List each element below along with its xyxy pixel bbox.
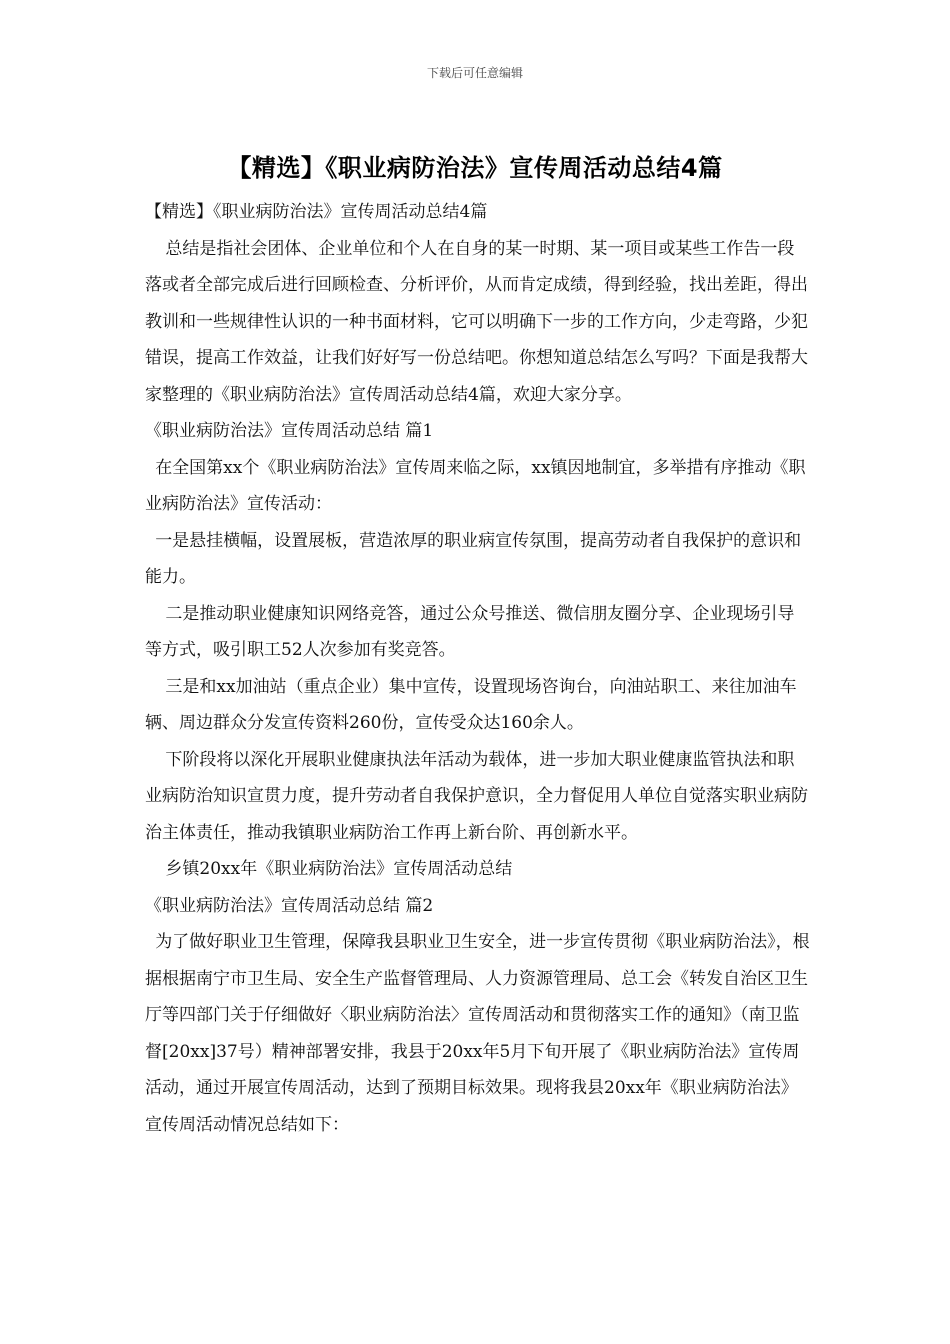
body-paragraph: 在全国第xx个《职业病防治法》宣传周来临之际，xx镇因地制宜，多举措有序推动《职业病防治法》宣传活动： (145, 457, 806, 514)
body-paragraph: 一是悬挂横幅，设置展板，营造浓厚的职业病宣传氛围，提高劳动者自我保护的意识和能力。 (145, 530, 802, 587)
document-body (145, 194, 810, 1143)
signature-line: 乡镇20xx年《职业病防治法》宣传周活动总结 (165, 859, 513, 879)
body-paragraph: 下阶段将以深化开展职业健康执法年活动为载体，进一步加大职业健康监管执法和职业病防治知识宣贯力度，提升劳动者自我保护意识，全力督促用人单位自觉落实职业病防治主体责任，推动我镇职业病防治工作再上新台阶、再创新水平。 (145, 749, 808, 843)
section-heading-1: 《职业病防治法》宣传周活动总结 篇1 (145, 421, 434, 441)
header-note: 下载后可任意编辑 (426, 66, 523, 80)
document-title: 【精选】《职业病防治法》宣传周活动总结4篇 (227, 154, 723, 182)
subtitle-paragraph: 【精选】《职业病防治法》宣传周活动总结4篇 (145, 202, 488, 222)
section-heading-2: 《职业病防治法》宣传周活动总结 篇2 (145, 895, 434, 916)
intro-paragraph: 总结是指社会团体、企业单位和个人在自身的某一时期、某一项目或某些工作告一段落或者全部完成后进行回顾检查、分析评价，从而肯定成绩，得到经验，找出差距，得出教训和一些规律性认识的一种书面材料，它可以明确下一步的工作方向，少走弯路，少犯错误，提高工作效益，让我们好好写一份总结吧。你想知道总结怎么写吗？下面是我帮大家整理的《职业病防治法》宣传周活动总结4篇，欢迎大家分享。 (145, 238, 808, 405)
body-paragraph: 为了做好职业卫生管理，保障我县职业卫生安全，进一步宣传贯彻《职业病防治法》，根据根据南宁市卫生局、安全生产监督管理局、人力资源管理局、总工会《转发自治区卫生厅等四部门关于仔细做好〈职业病防治法〉宣传周活动和贯彻落实工作的通知》（南卫监督[20xx]37号）精神部署安排，我县于20xx年5月下旬开展了《职业病防治法》宣传周活动，通过开展宣传周活动，达到了预期目标效果。现将我县20xx年《职业病防治法》宣传周活动情况总结如下： (145, 932, 810, 1135)
body-paragraph: 二是推动职业健康知识网络竞答，通过公众号推送、微信朋友圈分享、企业现场引导等方式，吸引职工52人次参加有奖竞答。 (145, 603, 795, 660)
body-paragraph: 三是和xx加油站（重点企业）集中宣传，设置现场咨询台，向油站职工、来往加油车辆、周边群众分发宣传资料260份，宣传受众达160余人。 (145, 676, 797, 733)
